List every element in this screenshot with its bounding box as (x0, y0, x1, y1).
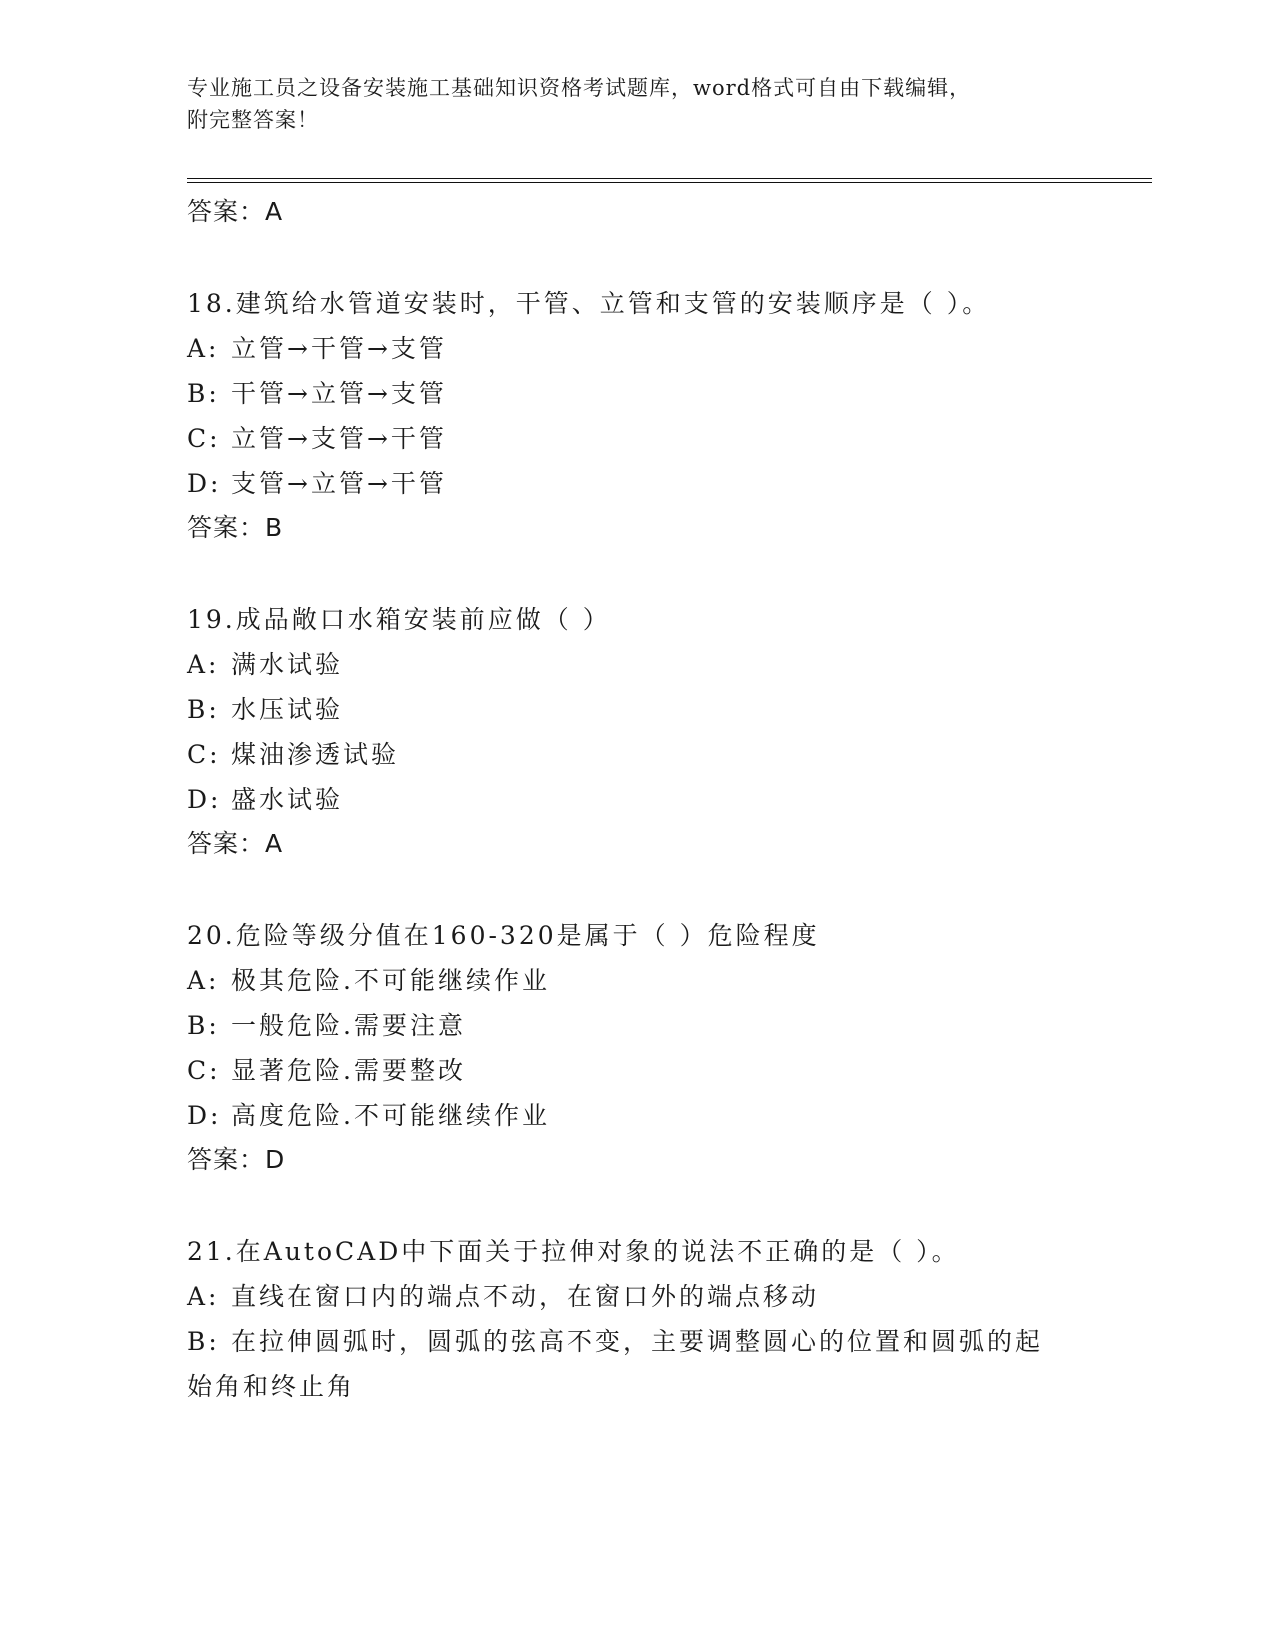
option-text: 满水试验 (231, 650, 344, 679)
question-stem: 19.成品敞口水箱安装前应做（ ） (187, 605, 611, 634)
option-c (187, 1048, 1087, 1093)
document-header (187, 72, 1067, 136)
header-line-1: 专业施工员之设备安装施工基础知识资格考试题库，word格式可自由下载编辑， (187, 76, 972, 100)
question-21 (187, 1229, 1087, 1409)
option-key: C: (187, 740, 221, 769)
option-key: C: (187, 1056, 221, 1085)
option-key: B: (187, 379, 220, 408)
question-stem: 20.危险等级分值在160-320是属于（ ）危险程度 (187, 921, 820, 950)
option-d (187, 461, 1087, 506)
option-key: A: (187, 650, 220, 679)
option-b (187, 371, 1087, 416)
option-text: 水压试验 (231, 695, 344, 724)
option-key: A: (187, 334, 220, 363)
option-b-continuation: 始角和终止角 (187, 1372, 356, 1401)
option-text: 煤油渗透试验 (231, 740, 400, 769)
option-a (187, 1274, 1087, 1319)
option-text: 直线在窗口内的端点不动，在窗口外的端点移动 (231, 1282, 820, 1311)
spacer (187, 234, 1087, 281)
option-key: B: (187, 695, 220, 724)
option-b (187, 687, 1087, 732)
option-text: 一般危险.需要注意 (231, 1011, 466, 1040)
option-b (187, 1003, 1087, 1048)
header-line-2: 附完整答案！ (187, 108, 319, 132)
option-key: A: (187, 1282, 220, 1311)
header-rule-top (187, 178, 1152, 179)
question-19 (187, 597, 1087, 866)
spacer (187, 866, 1087, 913)
option-key: C: (187, 424, 221, 453)
option-d (187, 1093, 1087, 1138)
option-text: 干管→立管→支管 (231, 379, 447, 408)
question-stem: 18.建筑给水管道安装时，干管、立管和支管的安装顺序是（ ）。 (187, 289, 991, 318)
option-a (187, 958, 1087, 1003)
option-key: D: (187, 785, 222, 814)
option-text: 显著危险.需要整改 (231, 1056, 466, 1085)
answer-18: 答案：B (187, 513, 284, 542)
option-key: B: (187, 1011, 220, 1040)
option-b (187, 1319, 1087, 1364)
header-rule-bottom (187, 182, 1152, 183)
option-key: D: (187, 1101, 222, 1130)
answer-19: 答案：A (187, 829, 284, 858)
spacer (187, 550, 1087, 597)
option-text: 在拉伸圆弧时，圆弧的弦高不变，主要调整圆心的位置和圆弧的起 (231, 1327, 1044, 1356)
option-a (187, 642, 1087, 687)
answer-20: 答案：D (187, 1145, 286, 1174)
option-text: 盛水试验 (231, 785, 344, 814)
question-20 (187, 913, 1087, 1182)
option-key: B: (187, 1327, 220, 1356)
question-18 (187, 281, 1087, 550)
question-stem: 21.在AutoCAD中下面关于拉伸对象的说法不正确的是（ ）。 (187, 1237, 960, 1266)
option-c (187, 732, 1087, 777)
option-text: 支管→立管→干管 (231, 469, 447, 498)
spacer (187, 1182, 1087, 1229)
option-text: 高度危险.不可能继续作业 (231, 1101, 550, 1130)
option-d (187, 777, 1087, 822)
option-text: 极其危险.不可能继续作业 (231, 966, 550, 995)
option-c (187, 416, 1087, 461)
option-key: D: (187, 469, 222, 498)
option-text: 立管→干管→支管 (231, 334, 447, 363)
option-key: A: (187, 966, 220, 995)
option-text: 立管→支管→干管 (231, 424, 447, 453)
answer-17: 答案：A (187, 197, 284, 226)
option-a (187, 326, 1087, 371)
question-list (187, 190, 1087, 1409)
